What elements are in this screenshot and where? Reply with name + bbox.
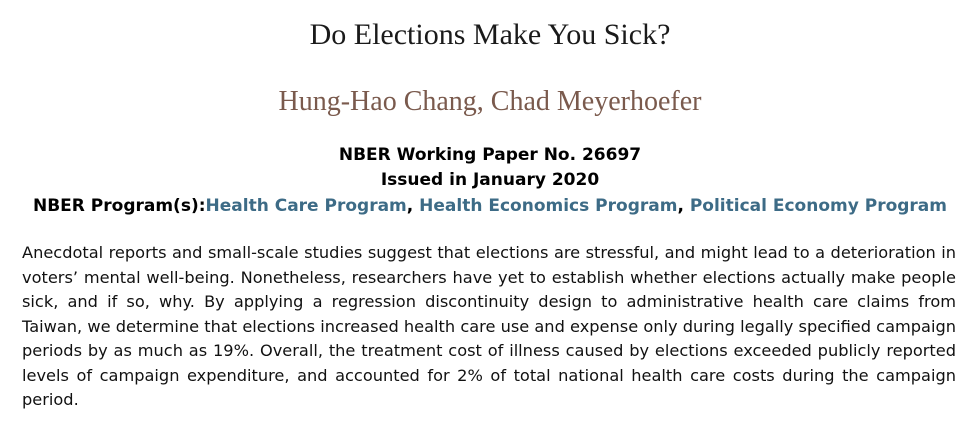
program-link-health-economics[interactable]: Health Economics Program: [419, 196, 678, 216]
working-paper-number: NBER Working Paper No. 26697: [338, 145, 642, 165]
paper-authors: Hung-Hao Chang, Chad Meyerhoefer: [278, 86, 702, 117]
programs-label: NBER Program(s):: [32, 196, 206, 216]
program-link-health-care[interactable]: Health Care Program: [205, 196, 407, 216]
program-separator: ,: [677, 196, 690, 216]
program-separator: ,: [406, 196, 420, 216]
paper-title: Do Elections Make You Sick?: [309, 18, 671, 51]
paper-abstract: Anecdotal reports and small-scale studies suggest that elections are stressful, and might lead to a deterioration in voters’ mental well-being. Nonetheless, researchers have yet to establish whether elections actually make people sick, and if so, why. By applying a regression discontinuity design to administrative health care claims from Taiwan, we determine that elections increased health care use and expense only during legally specified campaign periods by as much as 19%. Overall, the treatment cost of illness caused by elections exceeded publicly reported levels of campaign expenditure, and accounted for 2% of total national health care costs during the campaign period.: [22, 243, 956, 409]
nber-programs: [0, 196, 980, 216]
program-link-political-economy[interactable]: Political Economy Program: [689, 196, 947, 216]
issue-date: Issued in January 2020: [380, 170, 600, 190]
